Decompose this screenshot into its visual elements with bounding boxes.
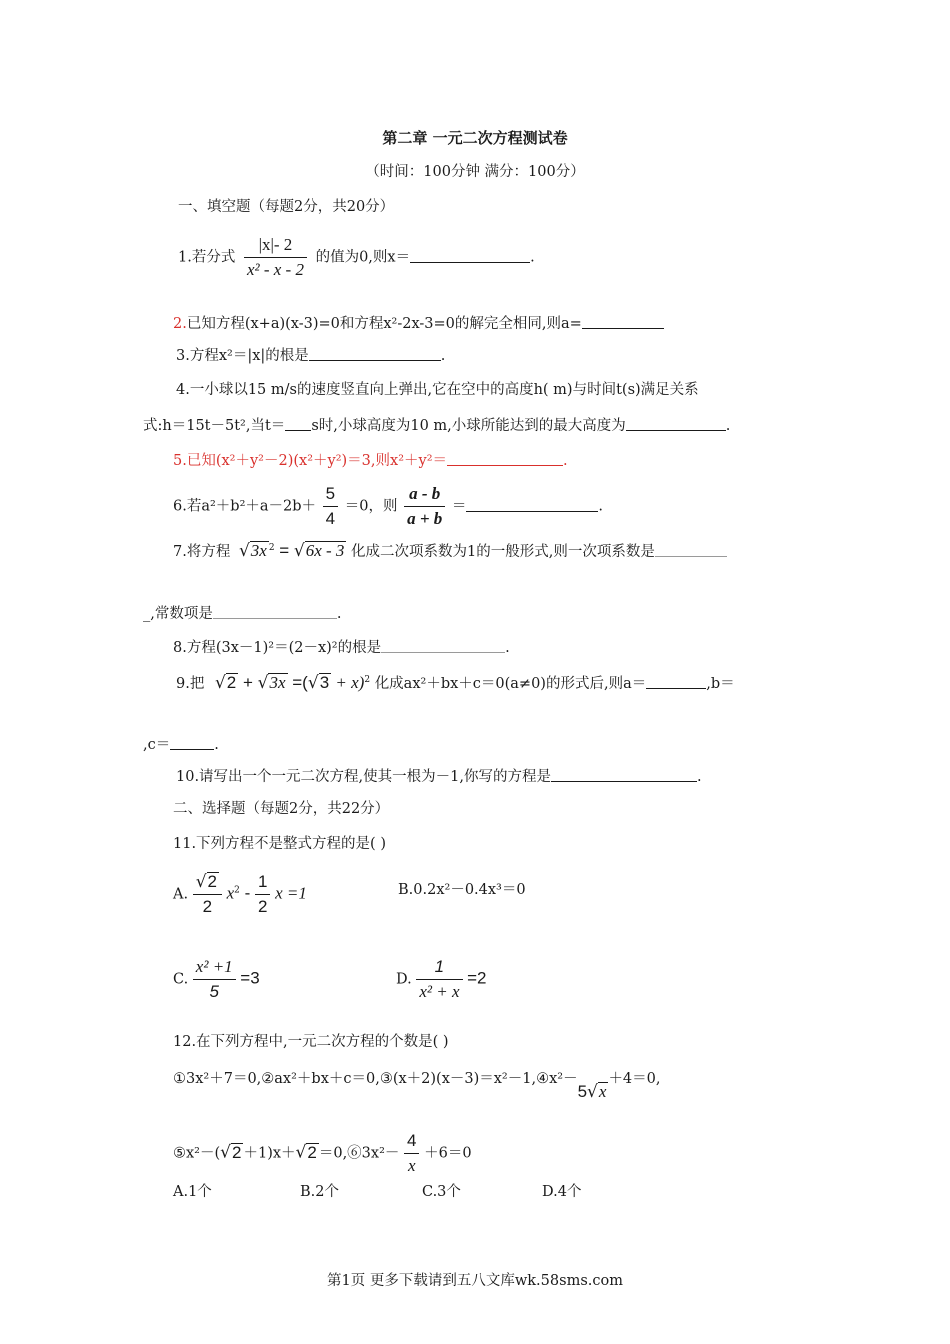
answer-blank[interactable] (213, 604, 337, 619)
question-7: 7.将方程 √3x $^2$ = √6x - 3 化成二次项系数为1的一般形式,则一次项系数是 (173, 540, 727, 561)
q12-option-d[interactable]: D.4个 (542, 1184, 582, 1200)
question-6: 6.若a²＋b²＋a－2b＋ $\frac{5}{4}$ ＝0，则 $\frac{a - b}{a + b}$ ＝ . (173, 484, 603, 528)
question-3: 3.方程x²＝|x|的根是 . (176, 348, 446, 364)
question-4-line2: 式:h＝15t－5t²,当t＝ s时,小球高度为10 m,小球所能达到的最大高度为 . (143, 418, 731, 434)
answer-blank[interactable] (582, 314, 664, 329)
q12-option-b[interactable]: B.2个 (300, 1184, 339, 1200)
answer-blank[interactable] (655, 542, 727, 557)
question-4-line1: 4.一小球以15 m/s的速度竖直向上弹出,它在空中的高度h( m)与时间t(s)满足关系 (176, 382, 699, 398)
question-2: 2.已知方程(x+a)(x-3)=0和方程x²-2x-3=0的解完全相同,则a= (173, 312, 664, 333)
answer-blank[interactable] (309, 346, 441, 361)
section1-heading: 一、填空题（每题2分，共20分） (178, 199, 395, 215)
question-1: 1.若分式 $\frac{|x|- 2}{\text{x² - x - 2}}$ 的值为0,则x＝ . (178, 235, 535, 279)
question-12: 12.在下列方程中,一元二次方程的个数是( ) (173, 1034, 449, 1050)
question-12-line2: ⑤x²－(√2 ＋1)x＋√2 ＝0,⑥3x²－ $\frac{4}{x}$ ＋6＝0 (173, 1131, 472, 1175)
q12-option-c[interactable]: C.3个 (422, 1184, 461, 1200)
question-5: 5.已知(x²＋y²－2)(x²＋y²)＝3,则x²＋y²＝ . (173, 453, 568, 469)
answer-blank[interactable] (466, 497, 598, 512)
answer-blank[interactable] (285, 416, 311, 431)
fraction-c: $\frac{\text{x² +1}}{5}$ (193, 957, 236, 1002)
section2-heading: 二、选择题（每题2分，共22分） (173, 801, 390, 817)
page-title: 第二章 一元二次方程测试卷 (382, 129, 568, 147)
answer-blank[interactable] (447, 451, 563, 466)
question-11: 11.下列方程不是整式方程的是( ) (173, 836, 386, 852)
page-subtitle: （时间：100分钟 满分：100分） (365, 164, 585, 180)
q7-equation: √3x $^2$ = √6x - 3 (238, 541, 345, 561)
answer-blank[interactable] (381, 638, 505, 653)
q6-fraction-ab: $\frac{a - b}{a + b}$ (404, 484, 445, 529)
answer-blank[interactable] (410, 248, 530, 263)
question-12-line1: ①3x²＋7＝0,②ax²＋bx＋c＝0,③(x＋2)(x－3)＝x²－1,④x²－5√x＋4＝0, (173, 1071, 661, 1102)
q12-option-a[interactable]: A.1个 (173, 1184, 212, 1200)
q11-option-c[interactable]: C. $\frac{\text{x² +1}}{5}$ =3 (173, 957, 260, 1001)
q11-option-d[interactable]: D. $\frac{1}{\text{x² + x}}$ =2 (396, 957, 487, 1001)
page-footer: 第1页 更多下载请到五八文库wk.58sms.com (327, 1273, 623, 1289)
q11-option-b[interactable]: B.0.2x²－0.4x³＝0 (398, 882, 526, 898)
question-9-line2: ,c＝ . (143, 737, 219, 753)
fraction-4-over-x: $\frac{4}{x}$ (404, 1131, 419, 1176)
question-8: 8.方程(3x－1)²＝(2－x)²的根是 . (173, 640, 510, 656)
question-9: 9.把 $√2 + √3x =(√3 + x)^2$ 化成ax²＋bx＋c＝0(a≠0)的形式后,则a＝ ,b＝ (176, 673, 735, 693)
q6-fraction-5-4: $\frac{5}{4}$ (323, 484, 338, 529)
radical-sign: √ (238, 541, 250, 561)
answer-blank[interactable] (551, 767, 697, 782)
question-10: 10.请写出一个一元二次方程,使其一根为－1,你写的方程是 . (176, 769, 702, 785)
question-7-line2: _,常数项是 . (143, 606, 342, 622)
fraction-d: $\frac{1}{\text{x² + x}}$ (416, 957, 462, 1002)
fraction-1-over-2: $\frac{1}{2}$ (255, 872, 270, 917)
q1-fraction: $\frac{|x|- 2}{\text{x² - x - 2}}$ (244, 235, 307, 280)
answer-blank[interactable] (626, 416, 726, 431)
fraction-sqrt2-over-2: $\frac{√2}{2}$ (193, 872, 222, 917)
radical-sign: √ (293, 541, 305, 561)
answer-blank[interactable] (646, 674, 706, 689)
q9-equation: $√2 + √3x =(√3 + x)^2$ (214, 673, 371, 693)
q11-option-a[interactable]: A. $\frac{√2}{2}$ $x^2$ - $\frac{1}{2}$ x =1 (173, 872, 307, 916)
answer-blank[interactable] (170, 735, 214, 750)
